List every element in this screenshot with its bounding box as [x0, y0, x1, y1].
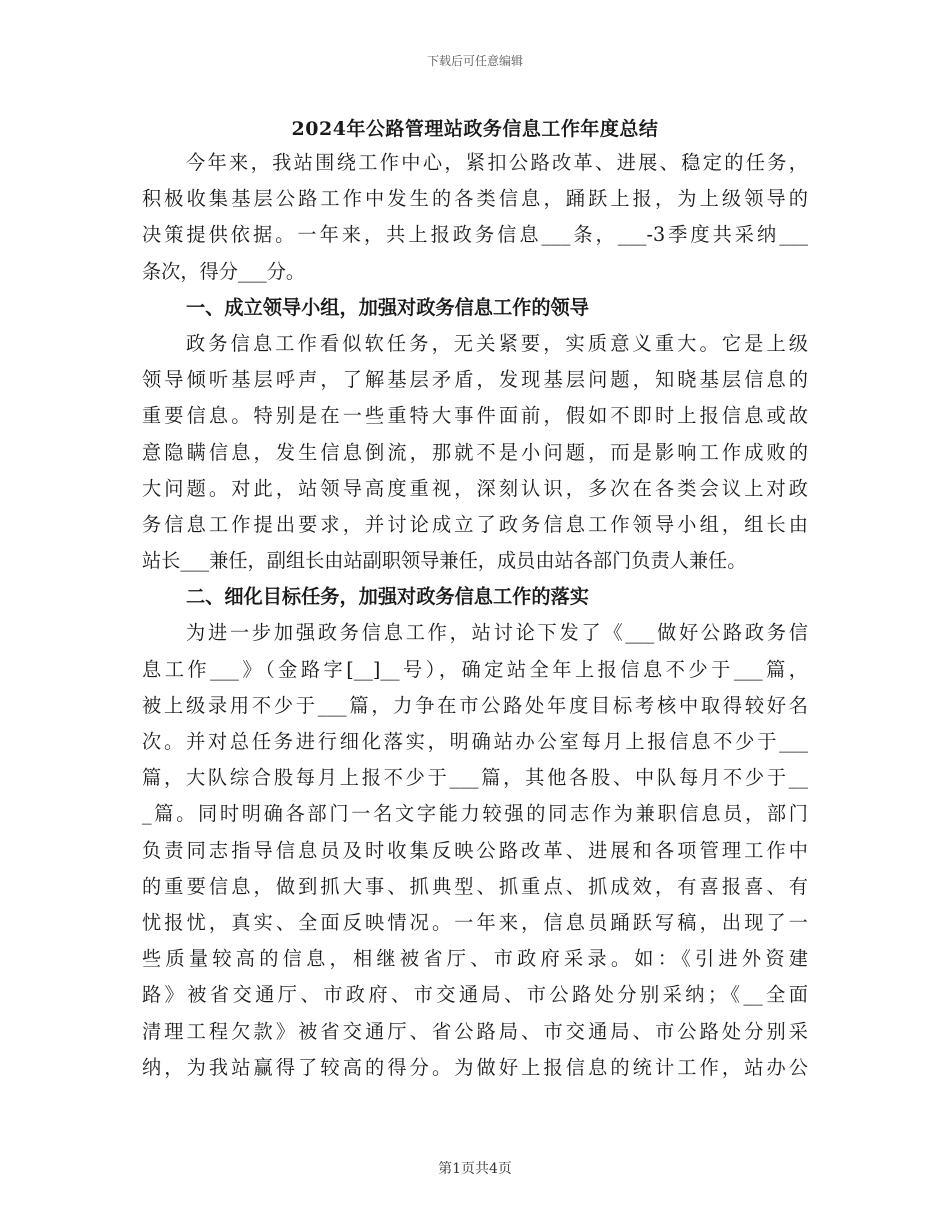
body-line: 路》被省交通厅、市政府、市交通局、市公路处分别采纳；《__全面	[142, 983, 808, 1007]
document-title: 2024年公路管理站政务信息工作年度总结	[291, 118, 659, 140]
body-line: 为进一步加强政务信息工作，站讨论下发了《___做好公路政务信	[186, 621, 808, 645]
body-line: 清理工程欠款》被省交通厅、省公路局、市交通局、市公路处分别采	[142, 1019, 808, 1043]
body-line: 忧报忧，真实、全面反映情况。一年来，信息员踊跃写稿，出现了一	[142, 910, 808, 934]
body-line: 些质量较高的信息，相继被省厅、市政府采录。如：《引进外资建	[142, 947, 808, 971]
body-line: _篇。同时明确各部门一名文字能力较强的同志作为兼职信息员，部门	[142, 802, 808, 826]
body-line: 今年来，我站围绕工作中心，紧扣公路改革、进展、稳定的任务，	[186, 151, 808, 174]
body-line: 决策提供依据。一年来，共上报政务信息___条，___-3季度共采纳___	[142, 223, 808, 247]
section-heading: 一、成立领导小组，加强对政务信息工作的领导	[186, 295, 589, 319]
body-line: 负责同志指导信息员及时收集反映公路改革、进展和各项管理工作中	[142, 838, 808, 862]
body-line: 次。并对总任务进行细化落实，明确站办公室每月上报信息不少于___	[142, 730, 808, 753]
body-line: 务信息工作提出要求，并讨论成立了政务信息工作领导小组，组长由	[142, 512, 808, 536]
body-line: 政务信息工作看似软任务，无关紧要，实质意义重大。它是上级	[186, 331, 808, 355]
page-footer: 第1页共4页	[438, 1161, 512, 1177]
body-line: 意隐瞒信息，发生信息倒流，那就不是小问题，而是影响工作成败的	[142, 440, 808, 464]
body-line: 大问题。对此，站领导高度重视，深刻认识，多次在各类会议上对政	[142, 476, 808, 500]
body-line: 重要信息。特别是在一些重特大事件面前，假如不即时上报信息或故	[142, 404, 808, 428]
body-line: 篇，大队综合股每月上报不少于___篇，其他各股、中队每月不少于__	[142, 766, 808, 790]
document-body	[142, 145, 808, 1086]
body-line: 纳，为我站赢得了较高的得分。为做好上报信息的统计工作，站办公	[142, 1055, 808, 1079]
body-line: 的重要信息，做到抓大事、抓典型、抓重点、抓成效，有喜报喜、有	[142, 874, 808, 898]
body-line: 息工作___》（金路字[__]__号），确定站全年上报信息不少于___篇，	[142, 657, 808, 681]
body-line: 领导倾听基层呼声，了解基层矛盾，发现基层问题，知晓基层信息的	[142, 368, 808, 392]
body-line: 积极收集基层公路工作中发生的各类信息，踊跃上报，为上级领导的	[142, 187, 808, 211]
body-line: 被上级录用不少于___篇，力争在市公路处年度目标考核中取得较好名	[142, 693, 808, 717]
header-note: 下载后可任意编辑	[426, 54, 523, 68]
body-line: 站长___兼任，副组长由站副职领导兼任，成员由站各部门负责人兼任。	[142, 549, 747, 573]
body-line: 条次，得分___分。	[142, 259, 306, 283]
section-heading: 二、细化目标任务，加强对政务信息工作的落实	[186, 585, 589, 609]
